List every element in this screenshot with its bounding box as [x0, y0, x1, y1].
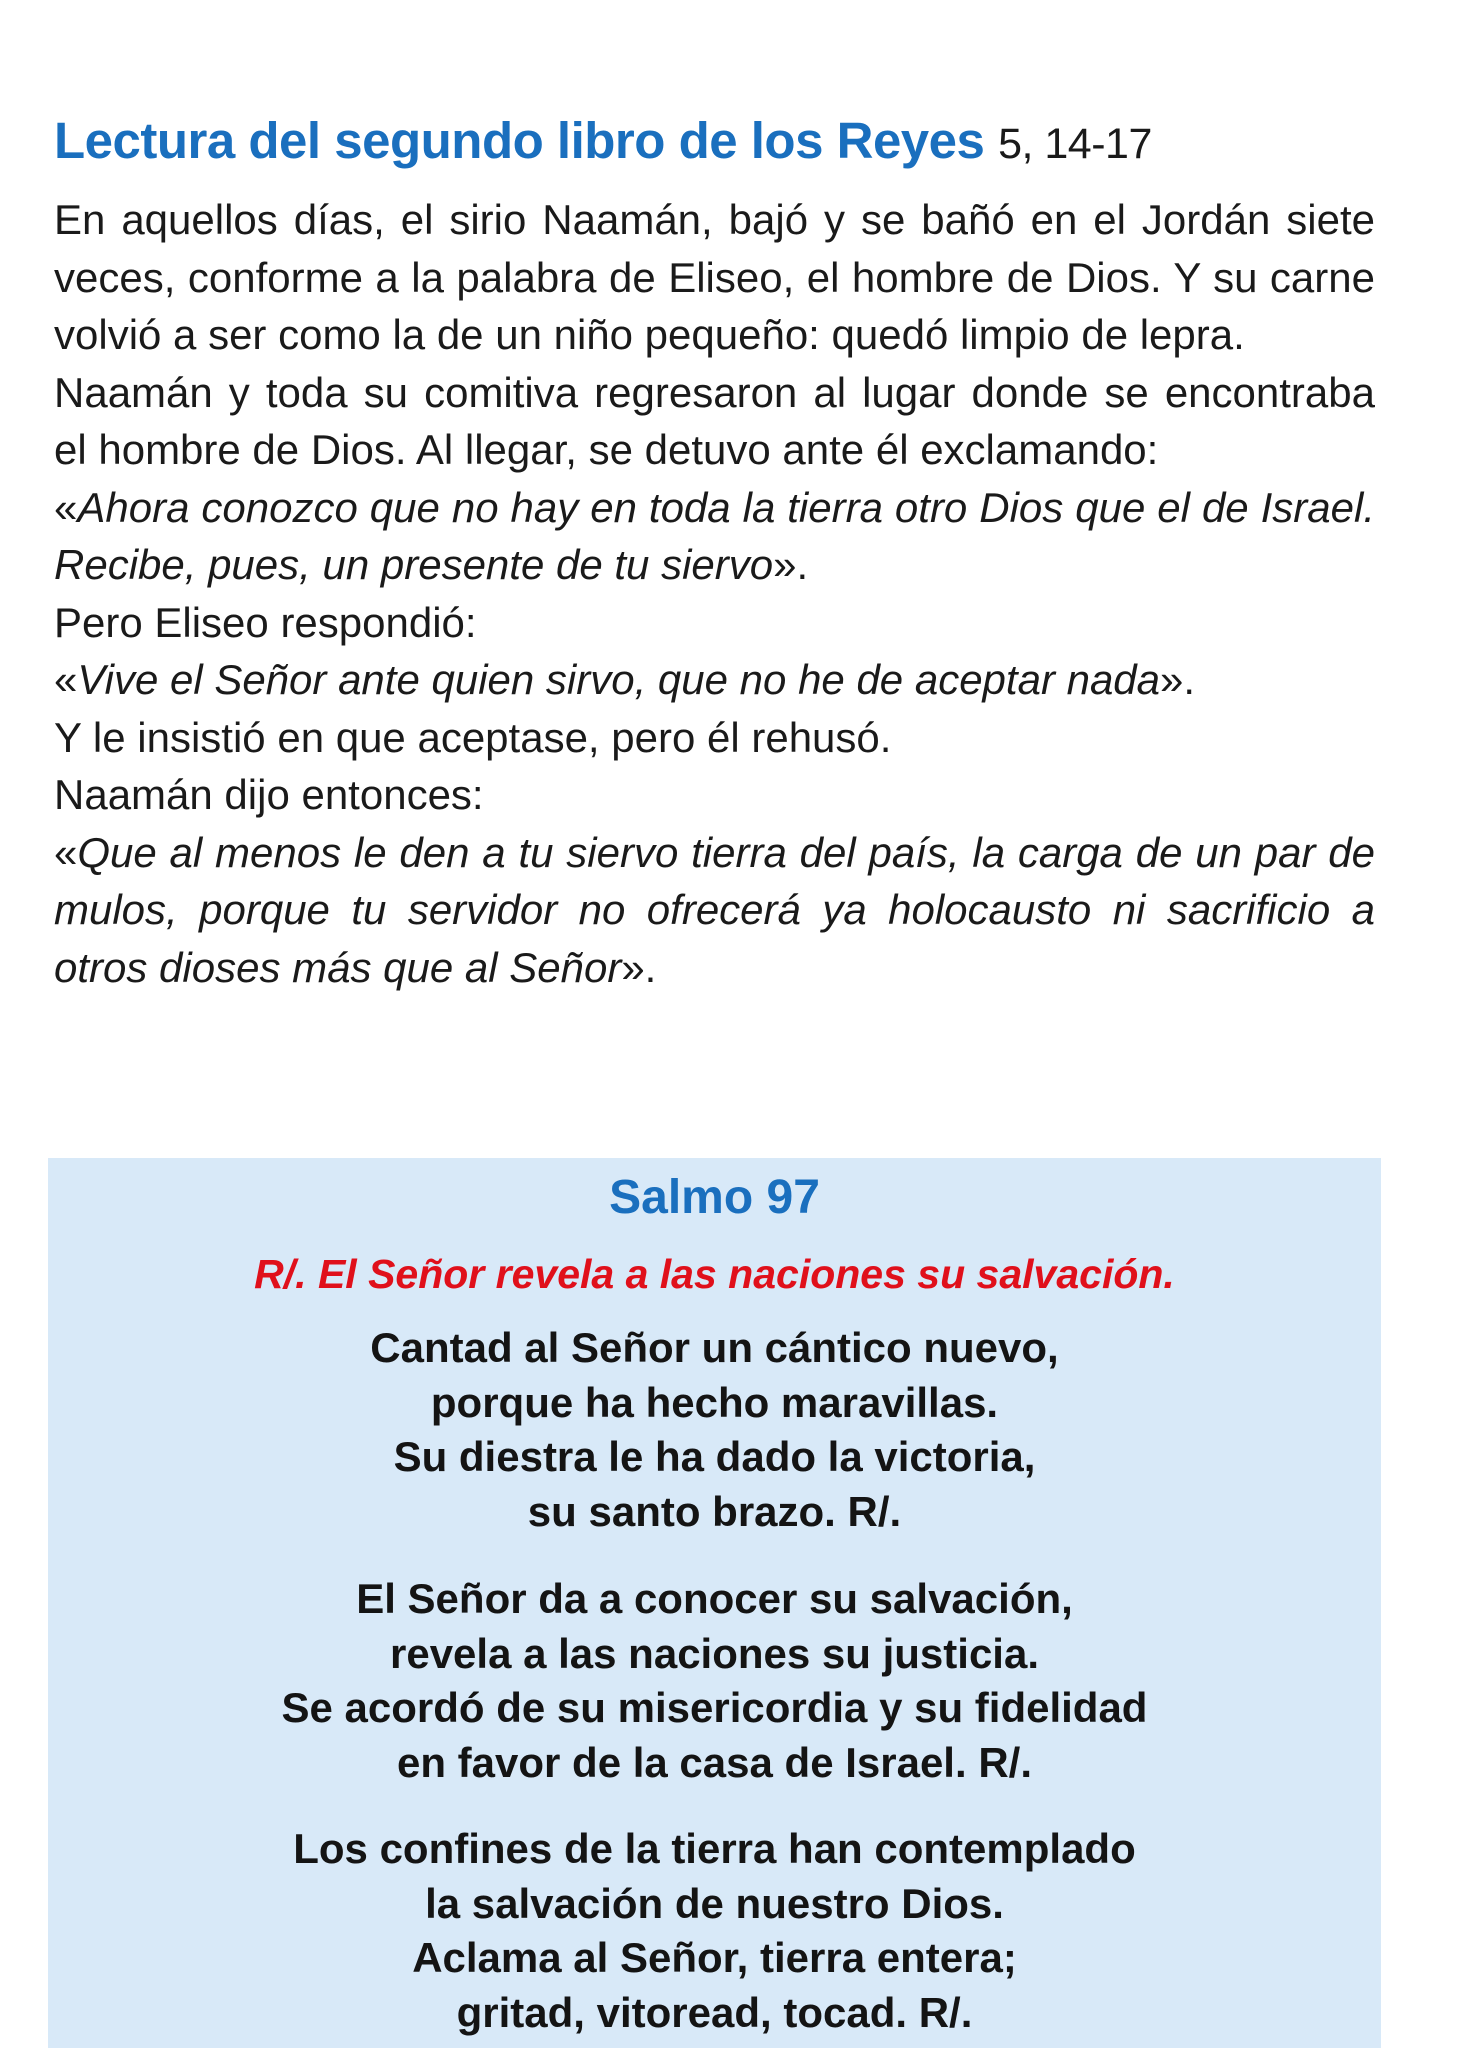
- reading-paragraph: Naamán y toda su comitiva regresaron al lugar donde se encontraba el hombre de Dios. Al llegar, se detuvo ante él exclamando:: [54, 368, 1375, 473]
- reading-title: [54, 110, 1375, 175]
- reading-paragraph: Naamán dijo entonces:: [54, 771, 484, 818]
- psalm-stanza: [48, 1321, 1381, 1539]
- stanza-line: Aclama al Señor, tierra entera;: [412, 1934, 1017, 1981]
- reading-section: [54, 110, 1375, 996]
- reading-title-text: Lectura del segundo libro de los Reyes: [54, 112, 985, 169]
- stanza-line: gritad, vitoread, tocad. R/.: [456, 1988, 973, 2036]
- psalm-response: R/. El Señor revela a las naciones su salvación.: [254, 1251, 1175, 1297]
- stanza-line: Los confines de la tierra han contemplado: [293, 1825, 1136, 1872]
- stanza-line: su santo brazo. R/.: [527, 1487, 902, 1535]
- psalm-stanza: [48, 1572, 1381, 1790]
- stanza-line: Se acordó de su misericordia y su fidelidad: [281, 1684, 1148, 1731]
- reading-quote: «Vive el Señor ante quien sirvo, que no he de aceptar nada».: [54, 656, 1196, 703]
- stanza-line: El Señor da a conocer su salvación,: [356, 1575, 1073, 1622]
- reading-paragraph: Pero Eliseo respondió:: [54, 598, 477, 646]
- psalm-section: [48, 1158, 1381, 2048]
- stanza-line: en favor de la casa de Israel. R/.: [397, 1738, 1032, 1786]
- stanza-line: revela a las naciones su justicia.: [389, 1629, 1039, 1677]
- reading-quote: «Ahora conozco que no hay en toda la tierra otro Dios que el de Israel. Recibe, pues, un presente de tu siervo».: [54, 483, 1375, 588]
- stanza-line: la salvación de nuestro Dios.: [425, 1879, 1004, 1927]
- reading-quote: «Que al menos le den a tu siervo tierra del país, la carga de un par de mulos, porque tu servidor no ofrecerá ya holocausto ni sacrificio a otros dioses más que al Señor».: [54, 828, 1375, 991]
- reading-paragraph: Y le insistió en que aceptase, pero él rehusó.: [54, 713, 892, 761]
- reading-reference: 5, 14-17: [998, 120, 1152, 168]
- stanza-line: Su diestra le ha dado la victoria,: [393, 1433, 1036, 1480]
- stanza-line: Cantad al Señor un cántico nuevo,: [370, 1324, 1059, 1371]
- stanza-line: porque ha hecho maravillas.: [430, 1378, 999, 1426]
- psalm-stanza: [48, 1822, 1381, 2040]
- psalm-title: Salmo 97: [609, 1171, 820, 1224]
- reading-paragraph: En aquellos días, el sirio Naamán, bajó y se bañó en el Jordán siete veces, conforme a la palabra de Eliseo, el hombre de Dios. Y su carne volvió a ser como la de un niño pequeño: quedó limpio de lepra.: [54, 196, 1375, 358]
